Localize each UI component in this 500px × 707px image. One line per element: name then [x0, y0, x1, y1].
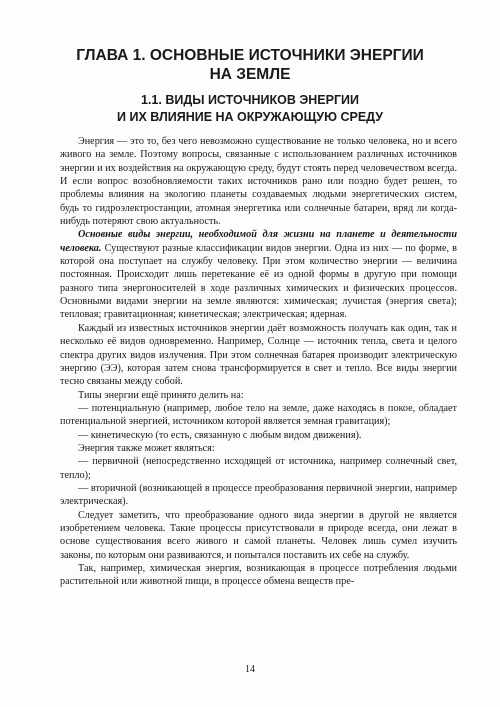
paragraph-2 — [60, 228, 457, 321]
page-number: 14 — [245, 664, 255, 675]
paragraph-10: Следует заметить, что преобразование одного вида энергии в другой не является изобретением человека. Такие процессы присутствовали в природе всегда, они лежат в основе существования всего живого и самой планеты. Человек лишь сумел изучить законы, по которым они развиваются, и попытался поставить их себе на службу. — [60, 509, 457, 561]
paragraph-7: Энергия также может являться: — [78, 442, 215, 454]
list-item-secondary: — вторичной (возникающей в процессе преобразования первичной энергии, например электрическая). — [60, 482, 457, 508]
chapter-title — [40, 46, 460, 84]
paragraph-1: Энергия — это то, без чего невозможно существование не только человека, но и всего живого на земле. Поэтому вопросы, связанные с использованием различных источников энергии и их воздействия на окружающую среду, будут стоять перед человечеством всегда. И если вопрос возобновляемости таких источников рано или поздно будет решен, то проблемы влияния на экологию планеты создаваемых людьми энергетических систем, будь то гидроэлектростанции, атомная энергетика или солнечные батареи, вряд ли когда-нибудь потеряют свою актуальность. — [60, 136, 457, 228]
list-item-potential: — потенциальную (например, любое тело на земле, даже находясь в покое, обладает потенциальной энергией, источником которой является земная гравитация); — [60, 402, 457, 428]
paragraph-4: Типы энергии ещё принято делить на: — [78, 389, 244, 401]
paragraph-11: Так, например, химическая энергия, возникающая в процессе потребления людьми растительной или животной пищи, в процессе обмена веществ пре- — [60, 563, 457, 588]
list-item-primary: — первичной (непосредственно исходящей от источника, например солнечный свет, тепло); — [60, 456, 457, 481]
list-item-kinetic: — кинетическую (то есть, связанную с любым видом движения). — [78, 429, 362, 441]
section-title-line-2: И ИХ ВЛИЯНИЕ НА ОКРУЖАЮЩУЮ СРЕДУ — [117, 110, 383, 124]
section-title-line-1: 1.1. ВИДЫ ИСТОЧНИКОВ ЭНЕРГИИ — [141, 93, 359, 107]
chapter-title-line-2: НА ЗЕМЛЕ — [209, 66, 291, 83]
body-text — [60, 135, 457, 589]
section-title — [40, 92, 460, 126]
paragraph-2-rest: Существуют разные классификации видов энергии. Одна из них — по форме, в которой она поступает на службу человеку. При этом количество энергии — величина постоянная. Происходит лишь перетекание её из одной формы в другую при помощи разного типа энергоносителей в ходе различных химических и физических процессов. Основными видами энергии на земле являются: химическая; лучистая (энергия света); тепловая; гравитационная; кинетическая; электрическая; ядерная. — [60, 242, 457, 321]
chapter-title-line-1: ГЛАВА 1. ОСНОВНЫЕ ИСТОЧНИКИ ЭНЕРГИИ — [76, 47, 424, 64]
paragraph-3: Каждый из известных источников энергии даёт возможность получать как один, так и несколько её видов одновременно. Например, Солнце — источник тепла, света и целого спектра других видов излучения. При этом солнечная батарея производит электрическую энергию (ЭЭ), которая затем снова трансформируется в свет и тепло. Все виды энергии тесно связаны между собой. — [60, 322, 457, 388]
paragraph-2-lead: Основные виды энергии, необходимой для жизни на планете и деятельности человека. — [60, 229, 457, 254]
